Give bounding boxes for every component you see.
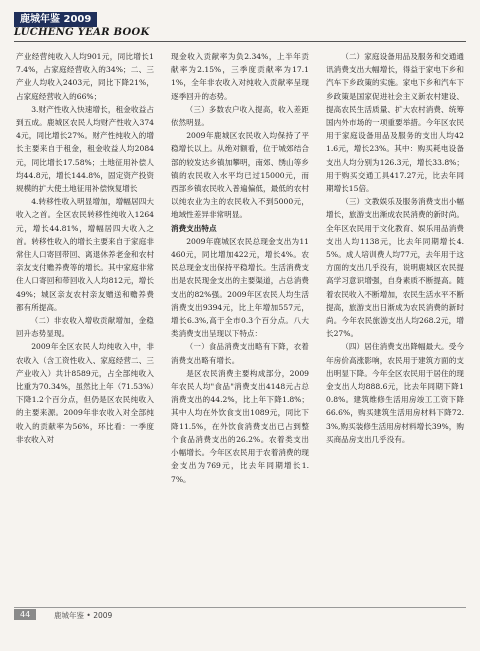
- header-rule: [14, 41, 466, 42]
- page-footer: [14, 605, 466, 625]
- paragraph: 现金收入贡献率为负2.34%，上半年贡献率为2.15%，三季度贡献率为17.11%，全年非农收入对纯收入贡献率呈现逐季回升的态势。: [171, 52, 309, 101]
- footer-text: 鹿城年鉴 • 2009: [54, 611, 113, 620]
- page-header: [14, 10, 466, 42]
- paragraph: 4.转移性收入明显增加，增幅居四大收入之首。全区农民转移性纯收入1264元，增长44.81%，增幅居四大收入之首。转移性收入的增长主要来自于家庭非常住人口寄回带回、离退休养老金和农村亲友支付赡养费等的增长。其中家庭非常住人口寄回和带回收入人均812元，增长49%；城区亲友农村亲友赠送和赡养费都有所提高。: [16, 197, 154, 312]
- page-number: 44: [14, 609, 36, 620]
- subsection-heading: （一）食品消费支出略有下降，衣着消费支出略有增长。: [171, 342, 309, 365]
- section-heading: 消费支出特点: [171, 223, 217, 233]
- text-column-2: [171, 50, 309, 486]
- text-column-1: [16, 50, 154, 446]
- paragraph: 2009年鹿城区农民收入均保持了平稳增长以上。从绝对额看，位于城郊结合部的较发达乡镇加攀明，南郊、绣山等乡镇的农民收入水平均已过15000元，而西部乡镇农民收入普遍偏低，最低的农村以纯农业为主的农民收入不到5000元，地域性差异非常明显。: [171, 131, 309, 220]
- yearbook-title: 鹿城年鉴 2009: [14, 12, 97, 27]
- paragraph: （二）家庭设备用品及服务和交通通讯消费支出大幅增长，得益于家电下乡和汽车下乡政策的实施。家电下乡和汽车下乡政策是国家促进社会主义新农村建设、提高农民生活质量、扩大农村消费、统筹国内外市场的一项重要举措。今年区农民用于家庭设备用品及服务的支出人均421.6元，增长23%。其中：购买耗电设备支出人均分别为126.3元，增长33.8%；用于购买交通工具417.27元，比去年同期增长15倍。: [326, 52, 464, 194]
- yearbook-subtitle: LUCHENG YEAR BOOK: [14, 27, 150, 38]
- paragraph: 3.财产性收入快速增长，租金收益占到五成。鹿城区农民人均财产性收入3744元，同比增长27%。财产性纯收入的增长主要来自于租金，租金收益人均2084元，同比增长17.58%；土地征用补偿人均44.8元，增长144.8%，固定资产投资规模的扩大使土地征用补偿恢复增长: [16, 104, 154, 194]
- paragraph: 是区农民消费主要构成部分，2009年农民人均"食品"消费支出4148元占总消费支出的44.2%，比上年下降1.8%；其中人均在外饮食支出1089元，同比下降11.5%，在外饮食消费支出已占到整个食品消费支出的26.2%。农着类支出小幅增长。今年区农民用于农着消费的现金支出为769元，比去年同期增长1.7%。: [171, 368, 309, 484]
- subsection-heading: （二）非农收入增收贡献增加，金稳回升态势显现。: [16, 316, 154, 339]
- paragraph: （四）居住消费支出降幅最大。受今年房价高涨影响，农民用于建筑方面的支出明显下降。今年全区农民用于居住的现金支出人均888.6元，比去年同期下降10.8%。建筑维修生活用房竣工工资下降66.6%，购买建筑生活用房材料下降72.3%,购买装修生活用房材料增长39%，购买商品房支出几乎没有。: [326, 342, 464, 444]
- paragraph: 2009年全区农民人均纯收入中，非农收入（含工资性收入、家庭经营二、三产业收入）共计8589元，占全部纯收入比重为70.34%，虽然比上年（71.53%）下降1.2个百分点，但仍是区农民纯收入的主要来源。2009年非农收入对全部纯收入的贡献率为56%，环比看：一季度非农收入对: [16, 342, 154, 444]
- paragraph: （三）文教娱乐及服务消费支出小幅增长，旅游支出渐成农民消费的新时尚。全年区农民用于文化教育、娱乐用品消费支出人均1138元，比去年同期增长4.5%。成人培训费人均77元，去年用于这方面的支出几乎没有，说明鹿城区农民提高学习意识增强，自身素质不断提高。随着农民收入不断增加，农民生活水平不断提高，旅游支出日渐成为农民消费的新时尚。今年农民旅游支出人均268.2元，增长27%。: [326, 197, 464, 339]
- text-column-3: [326, 50, 464, 446]
- subsection-heading: （三）多数农户收入提高，收入差距依然明显。: [171, 104, 309, 128]
- footer-rule: [14, 607, 466, 608]
- paragraph: 产业经营纯收入人均901元，同比增长17.4%，占家庭经营收入的34%；二、三产业人均收入2403元，同比下降21%，占家庭经营收入的66%；: [16, 52, 154, 101]
- paragraph: 2009年鹿城区农民总现金支出为11460元，同比增加422元，增长4%。农民总现金支出保持平稳增长。生活消费支出是农民现金支出的主要渠道，占总消费支出的82%强。2009年区农民人均生活消费支出9394元，比上年增加557元，增长6.3%,高于全市0.3个百分点。八大类消费支出呈现以下特点：: [171, 236, 309, 339]
